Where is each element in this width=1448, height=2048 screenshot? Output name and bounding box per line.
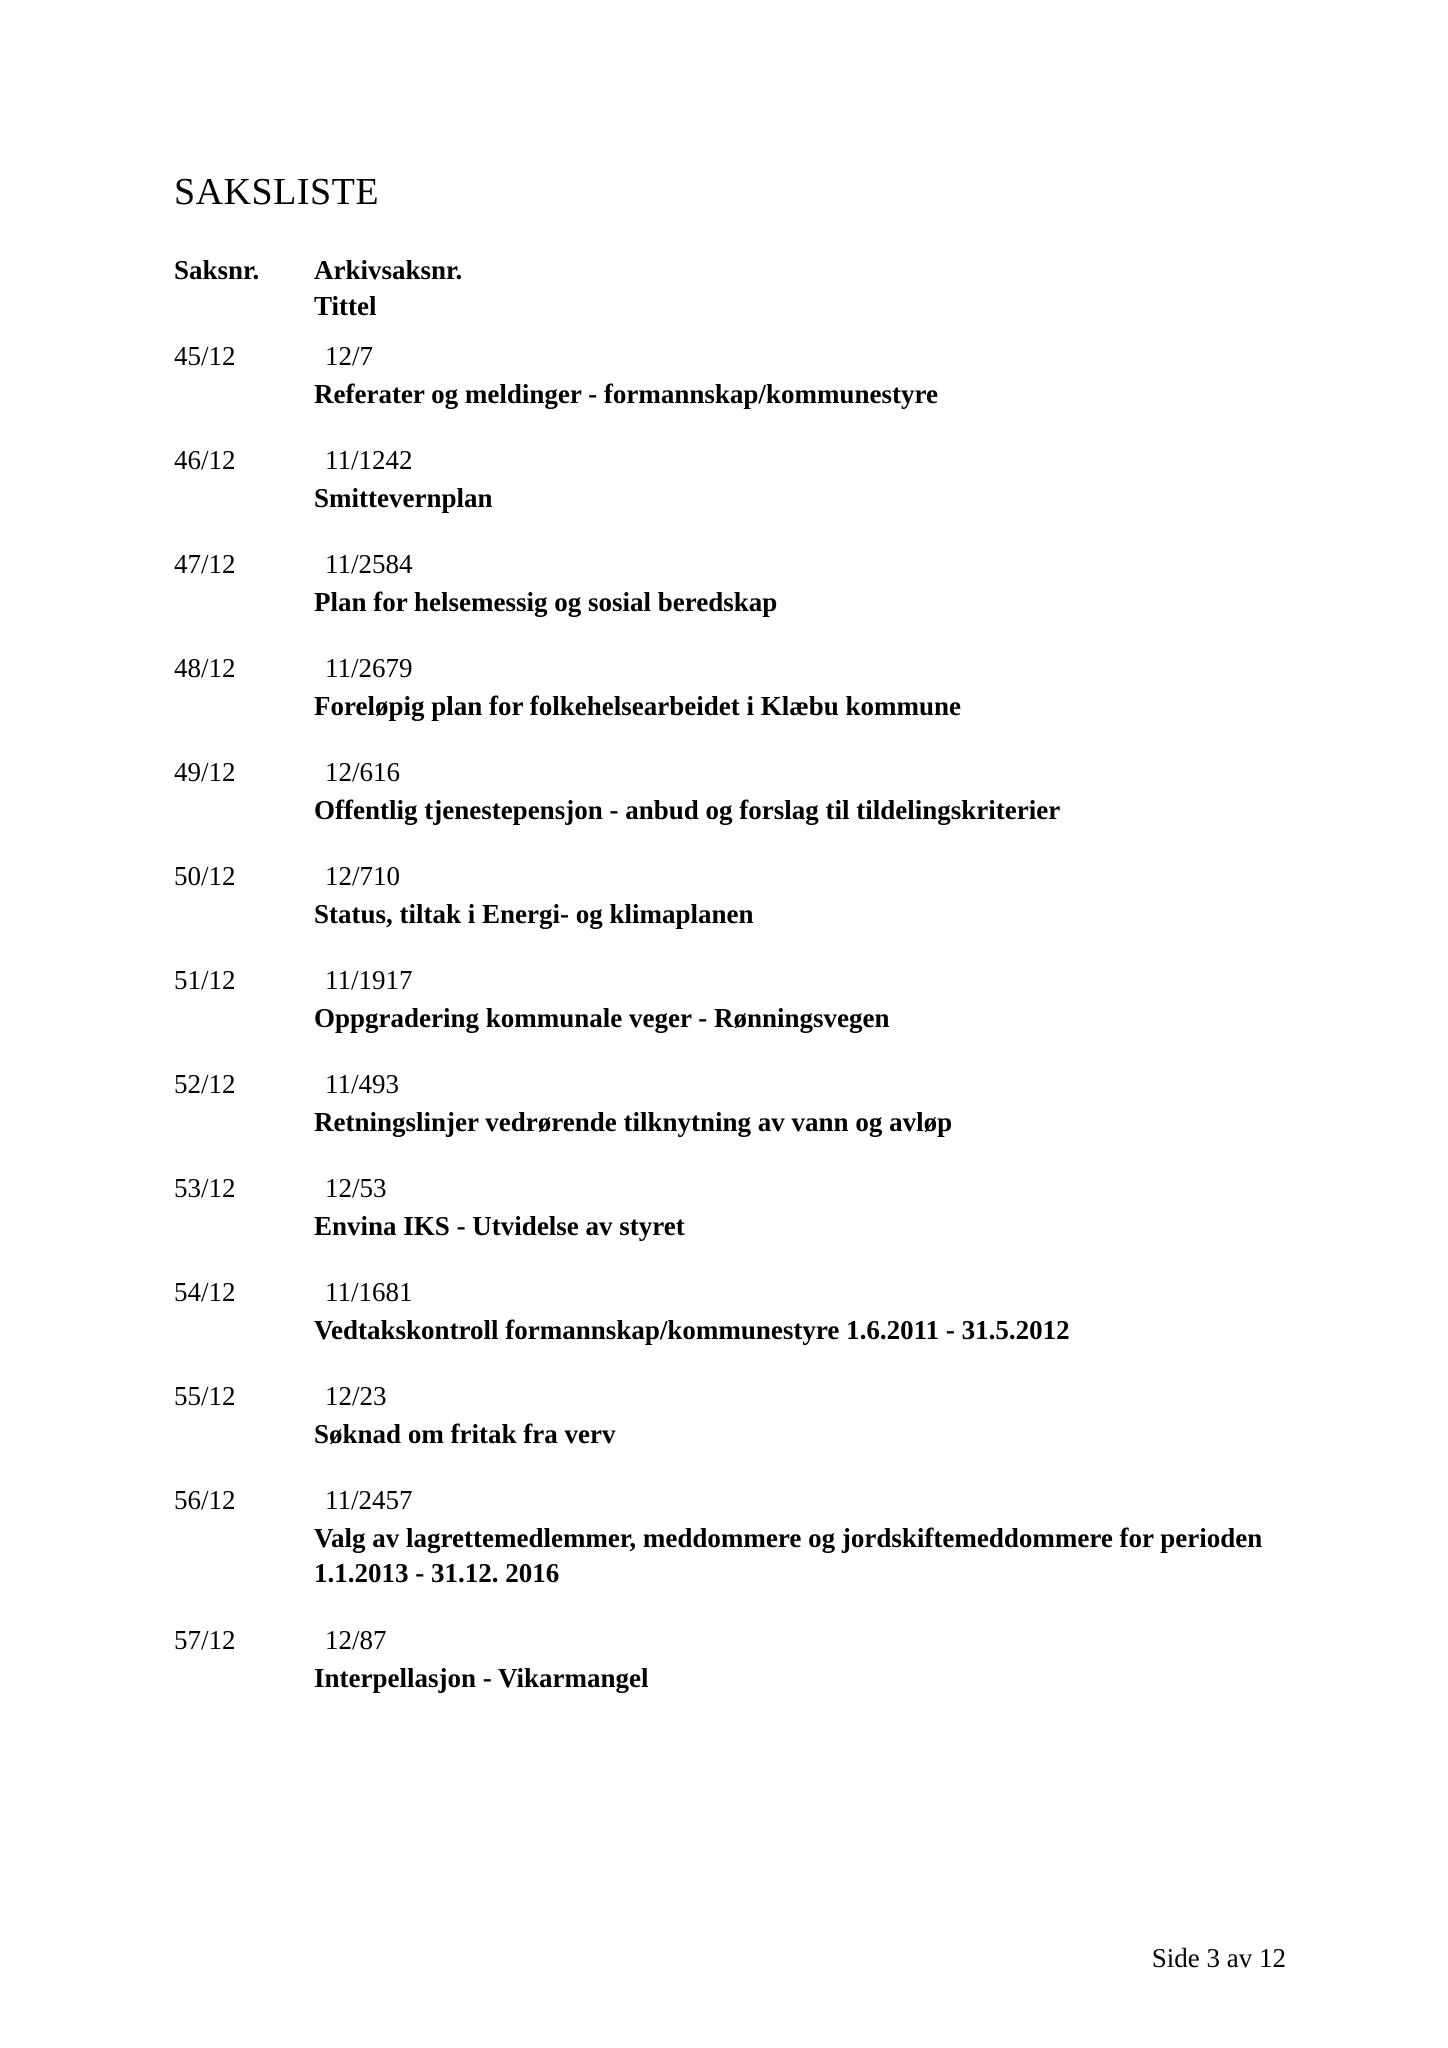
list-item bbox=[174, 1277, 1294, 1381]
archive-number: 12/616 bbox=[325, 757, 401, 787]
archive-number: 11/2584 bbox=[325, 549, 413, 579]
header-tittel: Tittel bbox=[314, 291, 377, 321]
case-title: Foreløpig plan for folkehelsearbeidet i Klæbu kommune bbox=[314, 691, 962, 721]
list-item bbox=[174, 1173, 1294, 1277]
list-item bbox=[174, 1485, 1294, 1625]
case-number: 49/12 bbox=[174, 757, 236, 787]
archive-number: 11/1242 bbox=[325, 445, 413, 475]
case-number: 48/12 bbox=[174, 653, 236, 683]
archive-number: 11/493 bbox=[325, 1069, 399, 1099]
list-item bbox=[174, 1069, 1294, 1173]
list-item bbox=[174, 1381, 1294, 1485]
page-number: Side 3 av 12 bbox=[1151, 1943, 1286, 1973]
case-title: Offentlig tjenestepensjon - anbud og forslag til tildelingskriterier bbox=[314, 795, 1061, 825]
archive-number: 11/2457 bbox=[325, 1485, 413, 1515]
page-title: SAKSLISTE bbox=[174, 171, 380, 213]
case-title: Plan for helsemessig og sosial beredskap bbox=[314, 587, 778, 617]
archive-number: 12/53 bbox=[325, 1173, 387, 1203]
archive-number: 11/1681 bbox=[325, 1277, 413, 1307]
case-title: Vedtakskontroll formannskap/kommunestyre 1.6.2011 - 31.5.2012 bbox=[314, 1315, 1070, 1345]
header-saksnr: Saksnr. bbox=[174, 255, 260, 285]
case-title: Oppgradering kommunale veger - Rønningsvegen bbox=[314, 1003, 890, 1033]
case-title: Smittevernplan bbox=[314, 483, 493, 513]
list-item bbox=[174, 341, 1294, 445]
archive-number: 12/710 bbox=[325, 861, 401, 891]
case-title: Valg av lagrettemedlemmer, meddommere og jordskiftemeddommere for perioden 1.1.2013 - 31.12. 2016 bbox=[314, 1523, 1263, 1588]
case-number: 54/12 bbox=[174, 1277, 236, 1307]
case-number: 53/12 bbox=[174, 1173, 236, 1203]
list-item bbox=[174, 445, 1294, 549]
case-title: Retningslinjer vedrørende tilknytning av vann og avløp bbox=[314, 1107, 953, 1137]
case-title: Status, tiltak i Energi- og klimaplanen bbox=[314, 899, 754, 929]
case-number: 55/12 bbox=[174, 1381, 236, 1411]
case-number: 45/12 bbox=[174, 341, 236, 371]
case-number: 47/12 bbox=[174, 549, 236, 579]
list-item bbox=[174, 1625, 1294, 1729]
case-number: 46/12 bbox=[174, 445, 236, 475]
case-number: 51/12 bbox=[174, 965, 236, 995]
list-item bbox=[174, 653, 1294, 757]
list-item bbox=[174, 861, 1294, 965]
case-title: Envina IKS - Utvidelse av styret bbox=[314, 1211, 685, 1241]
case-title: Referater og meldinger - formannskap/kommunestyre bbox=[314, 379, 938, 409]
case-list bbox=[174, 341, 1294, 1729]
archive-number: 12/87 bbox=[325, 1625, 387, 1655]
case-title: Søknad om fritak fra verv bbox=[314, 1419, 616, 1449]
list-item bbox=[174, 757, 1294, 861]
archive-number: 12/23 bbox=[325, 1381, 387, 1411]
case-number: 57/12 bbox=[174, 1625, 236, 1655]
list-item bbox=[174, 965, 1294, 1069]
archive-number: 12/7 bbox=[325, 341, 374, 371]
case-number: 52/12 bbox=[174, 1069, 236, 1099]
case-number: 56/12 bbox=[174, 1485, 236, 1515]
list-item bbox=[174, 549, 1294, 653]
case-title: Interpellasjon - Vikarmangel bbox=[314, 1663, 649, 1693]
archive-number: 11/2679 bbox=[325, 653, 413, 683]
case-number: 50/12 bbox=[174, 861, 236, 891]
header-arkivsaksnr: Arkivsaksnr. bbox=[314, 255, 463, 285]
archive-number: 11/1917 bbox=[325, 965, 413, 995]
